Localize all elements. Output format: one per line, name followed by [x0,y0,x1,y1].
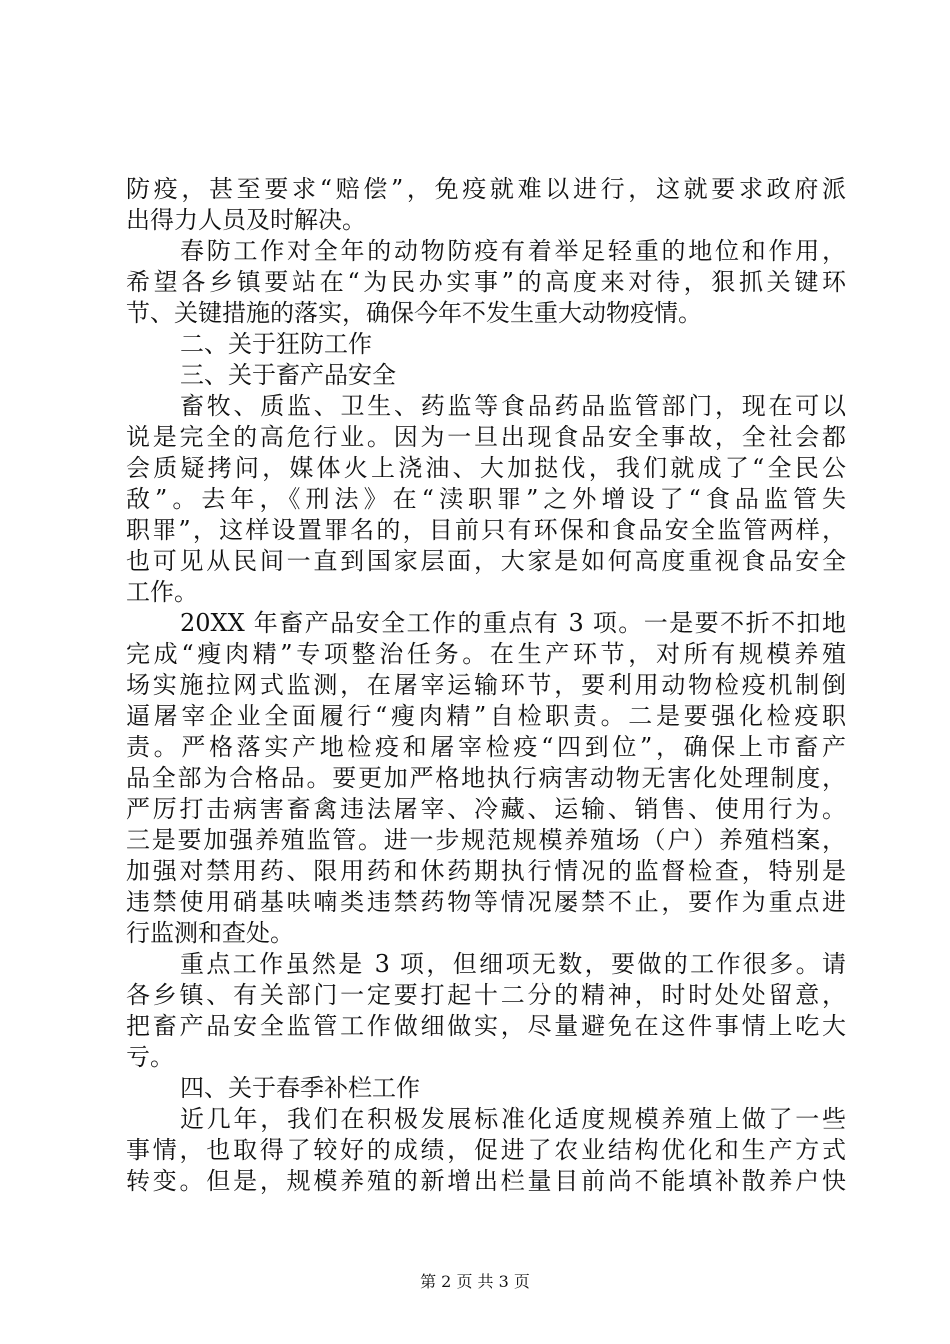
text-line: 三、关于畜产品安全 [180,361,396,389]
text-line: 事情，也取得了较好的成绩，促进了农业结构优化和生产方式 [126,1136,846,1164]
text-line: 把畜产品安全监管工作做细做实，尽量避免在这件事情上吃大 [126,1012,846,1040]
text-line: 严厉打击病害畜禽违法屠宰、冷藏、运输、销售、使用行为。 [126,795,846,823]
text-line: 春防工作对全年的动物防疫有着举足轻重的地位和作用， [180,237,846,265]
text-line: 说是完全的高危行业。因为一旦出现食品安全事故，全社会都 [126,423,846,451]
text-line: 职罪”，这样设置罪名的，目前只有环保和食品安全监管两样， [126,516,846,544]
text-line: 逼屠宰企业全面履行“瘦肉精”自检职责。二是要强化检疫职 [126,702,846,730]
text-line: 亏。 [126,1043,174,1071]
text-line: 也可见从民间一直到国家层面，大家是如何高度重视食品安全 [126,547,846,575]
text-line: 工作。 [126,578,198,606]
text-line: 近几年，我们在积极发展标准化适度规模养殖上做了一些 [180,1105,846,1133]
text-line: 场实施拉网式监测，在屠宰运输环节，要利用动物检疫机制倒 [126,671,846,699]
text-line: 三是要加强养殖监管。进一步规范规模养殖场（户）养殖档案， [126,826,846,854]
text-line: 希望各乡镇要站在“为民办实事”的高度来对待，狠抓关键环 [126,268,846,296]
page-footer: 第 2 页 共 3 页 [420,1272,530,1291]
text-line: 20XX 年畜产品安全工作的重点有 3 项。一是要不折不扣地 [180,609,846,637]
text-line: 二、关于狂防工作 [180,330,372,358]
text-line: 行监测和查处。 [126,919,294,947]
text-line: 敌”。去年，《刑法》在“渎职罪”之外增设了“食品监管失 [126,485,846,513]
text-line: 完成“瘦肉精”专项整治任务。在生产环节，对所有规模养殖 [126,640,846,668]
text-line: 节、关键措施的落实，确保今年不发生重大动物疫情。 [126,299,702,327]
text-line: 加强对禁用药、限用药和休药期执行情况的监督检查，特别是 [126,857,846,885]
text-line: 四、关于春季补栏工作 [180,1074,420,1102]
text-line: 品全部为合格品。要更加严格地执行病害动物无害化处理制度， [126,764,846,792]
text-line: 出得力人员及时解决。 [126,206,366,234]
text-line: 责。严格落实产地检疫和屠宰检疫“四到位”，确保上市畜产 [126,733,846,761]
document-body [126,174,846,1197]
text-line: 会质疑拷问，媒体火上浇油、大加挞伐，我们就成了“全民公 [126,454,846,482]
text-line: 重点工作虽然是 3 项，但细项无数，要做的工作很多。请 [180,950,846,978]
text-line: 转变。但是，规模养殖的新增出栏量目前尚不能填补散养户快 [126,1167,846,1195]
text-line: 各乡镇、有关部门一定要打起十二分的精神，时时处处留意， [126,981,846,1009]
text-line: 畜牧、质监、卫生、药监等食品药品监管部门，现在可以 [180,392,846,420]
text-line: 违禁使用硝基呋喃类违禁药物等情况屡禁不止，要作为重点进 [126,888,846,916]
text-line: 防疫，甚至要求“赔偿”，免疫就难以进行，这就要求政府派 [126,175,846,203]
